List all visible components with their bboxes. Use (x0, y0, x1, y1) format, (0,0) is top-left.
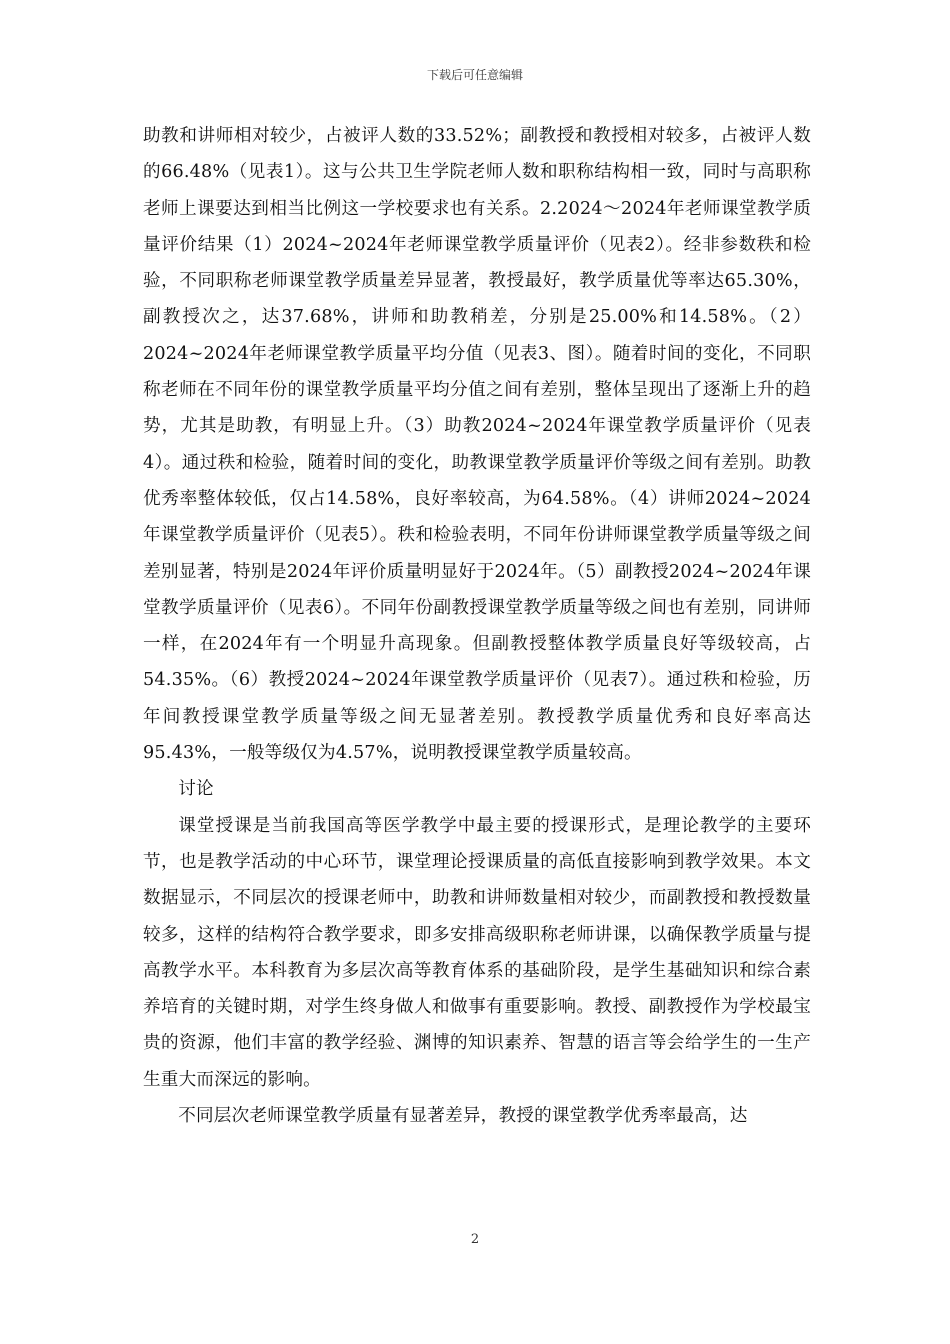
page-number: 2 (470, 1232, 480, 1247)
discussion-heading: 讨论 (178, 779, 214, 800)
document-body (143, 118, 811, 1134)
discussion-paragraph-2: 不同层次老师课堂教学质量有显著差异，教授的课堂教学优秀率最高，达 (178, 1106, 748, 1127)
results-paragraph: 助教和讲师相对较少，占被评人数的33.52%；副教授和教授相对较多，占被评人数的66.48%（见表1）。这与公共卫生学院老师人数和职称结构相一致，同时与高职称老师上课要达到相当比例这一学校要求也有关系。2.2024～2024年老师课堂教学质量评价结果（1）2024~2024年老师课堂教学质量评价（见表2）。经非参数秩和检验，不同职称老师课堂教学质量差异显著，教授最好，教学质量优等率达65.30%，副教授次之，达37.68%，讲师和助教稍差，分别是25.00%和14.58%。（2）2024~2024年老师课堂教学质量平均分值（见表3、图）。随着时间的变化，不同职称老师在不同年份的课堂教学质量平均分值之间有差别，整体呈现出了逐渐上升的趋势，尤其是助教，有明显上升。（3）助教2024~2024年课堂教学质量评价（见表4）。通过秩和检验，随着时间的变化，助教课堂教学质量评价等级之间有差别。助教优秀率整体较低，仅占14.58%，良好率较高，为64.58%。（4）讲师2024~2024年课堂教学质量评价（见表5）。秩和检验表明，不同年份讲师课堂教学质量等级之间差别显著，特别是2024年评价质量明显好于2024年。（5）副教授2024~2024年课堂教学质量评价（见表6）。不同年份副教授课堂教学质量等级之间也有差别，同讲师一样，在2024年有一个明显升高现象。但副教授整体教学质量良好等级较高，占54.35%。（6）教授2024~2024年课堂教学质量评价（见表7）。通过秩和检验，历年间教授课堂教学质量等级之间无显著差别。教授教学质量优秀和良好率高达95.43%，一般等级仅为4.57%，说明教授课堂教学质量较高。 (143, 126, 811, 764)
discussion-paragraph-1: 课堂授课是当前我国高等医学教学中最主要的授课形式，是理论教学的主要环节，也是教学活动的中心环节，课堂理论授课质量的高低直接影响到教学效果。本文数据显示，不同层次的授课老师中，助教和讲师数量相对较少，而副教授和教授数量较多，这样的结构符合教学要求，即多安排高级职称老师讲课，以确保教学质量与提高教学水平。本科教育为多层次高等教育体系的基础阶段，是学生基础知识和综合素养培育的关键时期，对学生终身做人和做事有重要影响。教授、副教授作为学校最宝贵的资源，他们丰富的教学经验、渊博的知识素养、智慧的语言等会给学生的一生产生重大而深远的影响。 (143, 815, 811, 1090)
page-header: 下载后可任意编辑 (426, 68, 523, 82)
